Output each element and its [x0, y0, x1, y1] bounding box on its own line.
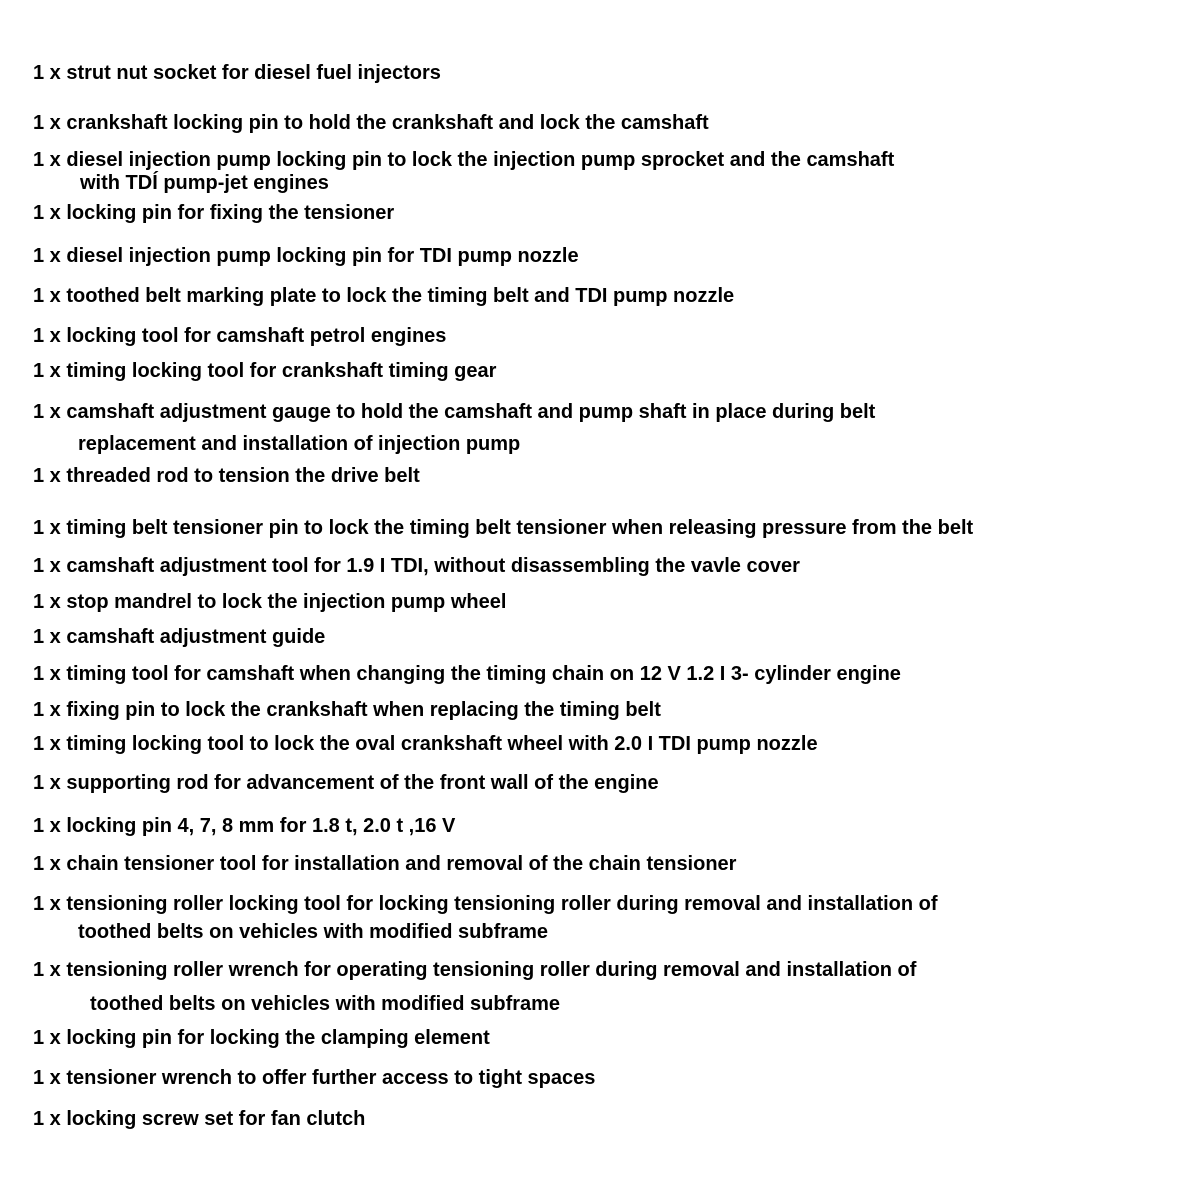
list-item-line: 1 x locking pin for locking the clamping element [33, 1027, 490, 1049]
list-item-line: 1 x tensioning roller wrench for operating tensioning roller during removal and installation of [33, 959, 917, 981]
list-item-line: 1 x camshaft adjustment gauge to hold the camshaft and pump shaft in place during belt [33, 401, 876, 423]
list-item-line: 1 x diesel injection pump locking pin to lock the injection pump sprocket and the camshaft [33, 149, 895, 171]
list-item-line: 1 x camshaft adjustment guide [33, 626, 326, 648]
list-item-line: 1 x tensioning roller locking tool for locking tensioning roller during removal and installation of [33, 893, 938, 915]
list-item-line: 1 x locking pin 4, 7, 8 mm for 1.8 t, 2.0 t ,16 V [33, 815, 456, 837]
list-item-line: 1 x fixing pin to lock the crankshaft when replacing the timing belt [33, 699, 661, 721]
list-item-line: 1 x timing belt tensioner pin to lock the timing belt tensioner when releasing pressure from the belt [33, 517, 974, 539]
list-item-line: 1 x toothed belt marking plate to lock the timing belt and TDI pump nozzle [33, 285, 735, 307]
list-item-line: 1 x strut nut socket for diesel fuel injectors [33, 62, 441, 84]
list-item-line: 1 x locking pin for fixing the tensioner [33, 202, 395, 224]
list-item-line: replacement and installation of injection pump [78, 433, 521, 455]
list-item-line: toothed belts on vehicles with modified subframe [78, 921, 549, 943]
list-item-line: 1 x threaded rod to tension the drive belt [33, 465, 420, 487]
list-item-line: 1 x stop mandrel to lock the injection pump wheel [33, 591, 507, 613]
list-item-line: 1 x crankshaft locking pin to hold the crankshaft and lock the camshaft [33, 112, 709, 134]
list-item-line: 1 x timing locking tool to lock the oval crankshaft wheel with 2.0 I TDI pump nozzle [33, 733, 818, 755]
list-item-line: 1 x supporting rod for advancement of the front wall of the engine [33, 772, 659, 794]
list-item-line: 1 x chain tensioner tool for installation and removal of the chain tensioner [33, 853, 737, 875]
list-item-line: toothed belts on vehicles with modified subframe [90, 993, 561, 1015]
list-item-line: 1 x diesel injection pump locking pin for TDI pump nozzle [33, 245, 579, 267]
list-item-line: 1 x camshaft adjustment tool for 1.9 I TDI, without disassembling the vavle cover [33, 555, 800, 577]
list-item-line: 1 x timing tool for camshaft when changing the timing chain on 12 V 1.2 I 3- cylinder engine [33, 663, 901, 685]
list-item-line: 1 x locking screw set for fan clutch [33, 1108, 366, 1130]
list-item-line: 1 x tensioner wrench to offer further access to tight spaces [33, 1067, 596, 1089]
list-item-line: 1 x timing locking tool for crankshaft timing gear [33, 360, 497, 382]
list-item-line: with TDÍ pump-jet engines [80, 172, 329, 194]
list-item-line: 1 x locking tool for camshaft petrol engines [33, 325, 447, 347]
